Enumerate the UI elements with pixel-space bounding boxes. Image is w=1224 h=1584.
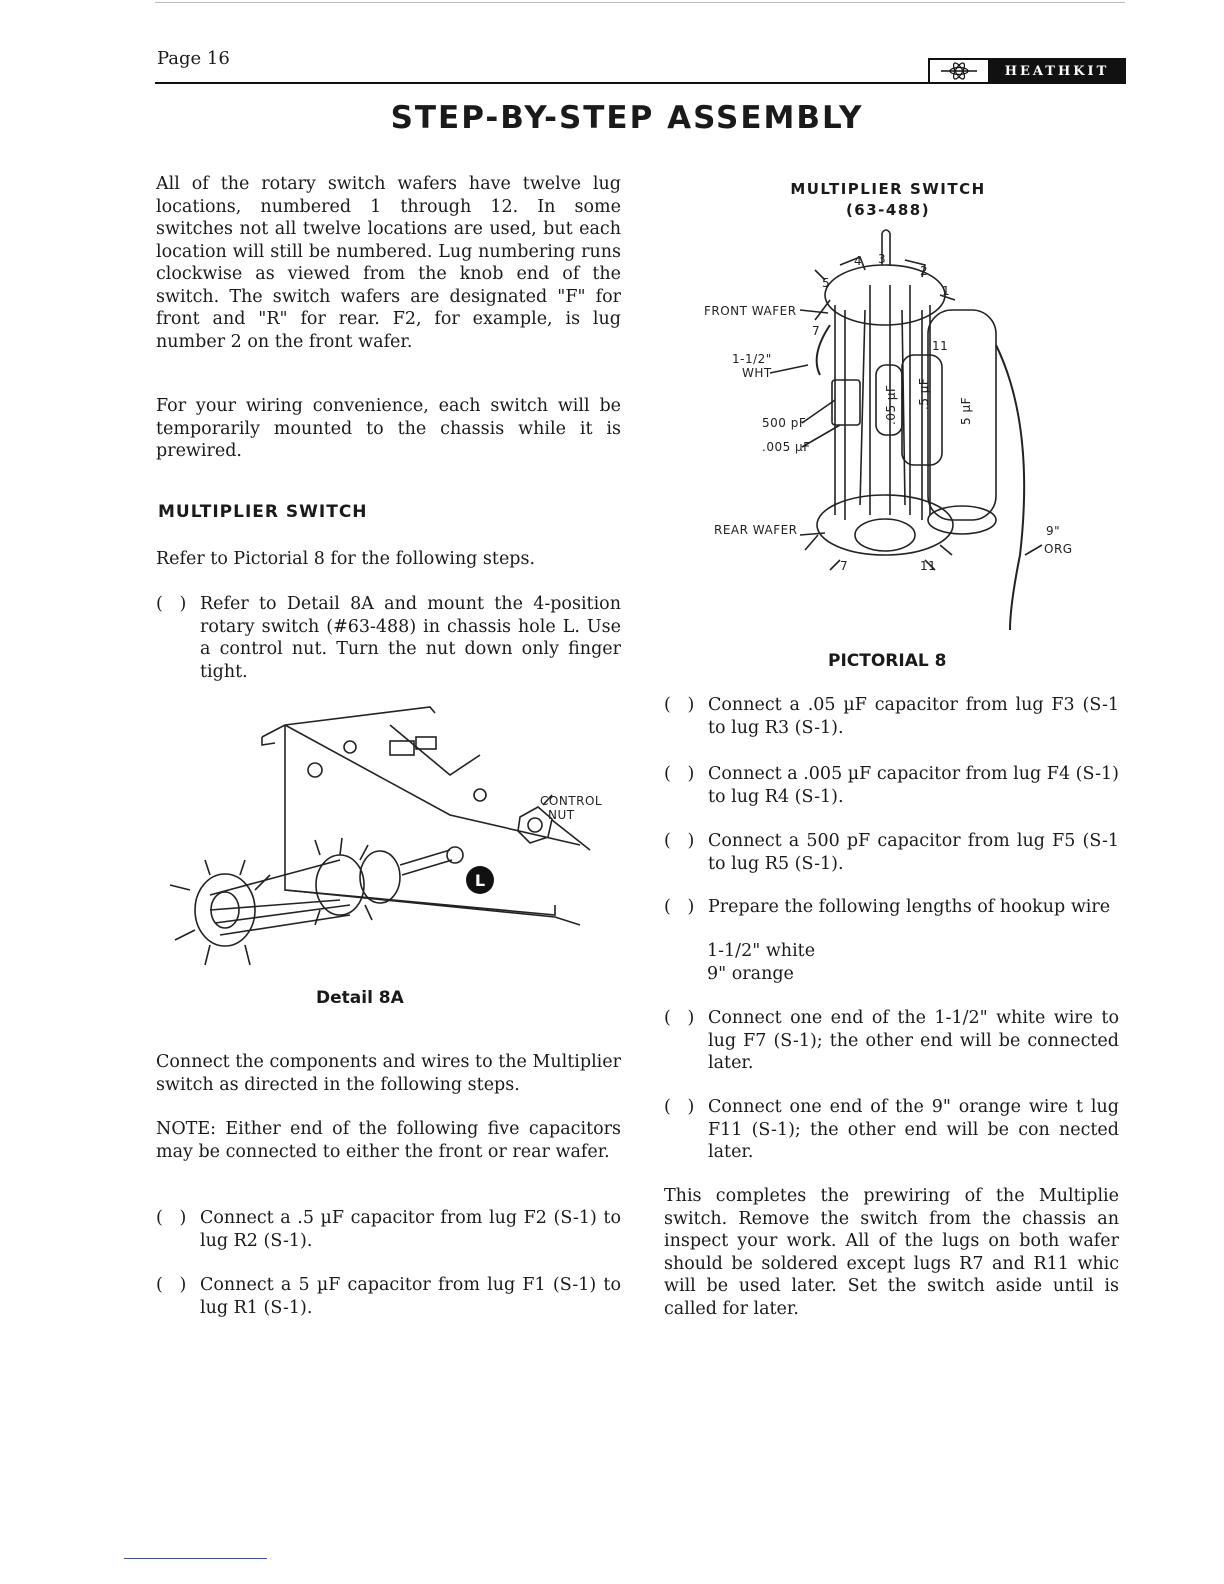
step-capacitor-f1	[156, 1274, 621, 1319]
rear-lug-label-11: 11	[920, 559, 937, 573]
rear-wafer-label: REAR WAFER	[714, 523, 798, 537]
control-label: CONTROL	[540, 794, 603, 808]
step-text: Refer to Detail 8A and mount the 4-position rotary switch (#63-488) in chassis hole L. Use a control nut. Turn the nut down only finger tight.	[200, 594, 621, 682]
step-prepare-wire	[664, 896, 1119, 919]
lug-label-2: 2	[920, 264, 929, 278]
lug-label-7: 7	[812, 324, 821, 338]
cap-05uf-marking: .05 µF	[884, 384, 898, 425]
brand-name: HEATHKIT	[988, 60, 1126, 82]
section-heading: MULTIPLIER SWITCH	[158, 502, 368, 522]
connect-paragraph: Connect the components and wires to the Multiplier switch as directed in the following steps.	[156, 1052, 621, 1095]
detail-8a-drawing	[150, 695, 630, 985]
step-text: Connect a 500 pF capacitor from lug F5 (S-1 to lug R5 (S-1).	[708, 831, 1119, 874]
figure-part-number: (63-488)	[845, 201, 931, 219]
step-white-wire	[664, 1007, 1119, 1075]
nut-label: NUT	[548, 808, 575, 822]
white-wire-label: WHT	[742, 366, 772, 380]
figure-title	[760, 179, 1016, 221]
heathkit-logo	[928, 58, 1126, 84]
lug-label-1: 1	[942, 284, 951, 298]
closing-paragraph: This completes the prewiring of the Multiplie switch. Remove the switch from the chassis an inspect your work. All of the lugs on both wafer should be soldered except lugs R7 and R11 whic will be used later. Set the switch aside until is called for later.	[664, 1186, 1119, 1319]
step-text: Connect one end of the 1-1/2" white wire to lug F7 (S-1); the other end will be connected later.	[708, 1008, 1119, 1073]
step-capacitor-f5	[664, 830, 1119, 875]
rear-lug-label-7: 7	[840, 559, 849, 573]
step-checkbox[interactable]: ( )	[664, 897, 695, 917]
header-rule	[155, 82, 930, 84]
figure-title-text: MULTIPLIER SWITCH	[790, 180, 986, 198]
step-text: Connect a 5 µF capacitor from lug F1 (S-1) to lug R1 (S-1).	[200, 1275, 621, 1318]
step-capacitor-f4	[664, 763, 1119, 808]
cap-5uf-big-marking: 5 µF	[959, 397, 973, 425]
cap-005uf-label: .005 µF	[762, 440, 811, 454]
refer-text: Refer to Pictorial 8 for the following steps.	[156, 549, 536, 569]
mounting-paragraph: For your wiring convenience, each switch will be temporarily mounted to the chassis while it is prewired.	[156, 396, 621, 461]
intro-paragraph: All of the rotary switch wafers have twelve lug locations, numbered 1 through 12. In some switches not all twelve locations are used, but each location will still be numbered. Lug numbering runs clockwise as viewed from the knob end of the switch. The switch wafers are designated "F" for front and "R" for rear. F2, for example, is lug number 2 on the front wafer.	[156, 174, 621, 352]
step-text: Connect a .5 µF capacitor from lug F2 (S-1) to lug R2 (S-1).	[200, 1208, 621, 1251]
step-capacitor-f2	[156, 1207, 621, 1252]
step-checkbox[interactable]: ( )	[664, 764, 695, 784]
step-checkbox[interactable]: ( )	[664, 695, 695, 715]
hole-l-label: L	[474, 871, 486, 890]
page-number: Page 16	[157, 48, 230, 69]
step-checkbox[interactable]: ( )	[156, 594, 187, 614]
bottom-link-underline	[124, 1558, 267, 1559]
cap-500pf-label: 500 pF	[762, 416, 807, 430]
wire-length-white: 1-1/2" white	[707, 941, 816, 961]
white-wire-length: 1-1/2"	[732, 352, 772, 366]
step-checkbox[interactable]: ( )	[664, 1097, 695, 1117]
step-capacitor-f3	[664, 694, 1119, 739]
cap-5uf-marking: .5 µF	[917, 377, 931, 410]
lug-label-3: 3	[878, 252, 887, 266]
orange-wire-length: 9"	[1046, 524, 1061, 538]
pictorial-caption: PICTORIAL 8	[828, 651, 947, 671]
step-checkbox[interactable]: ( )	[156, 1208, 187, 1228]
step-mount-switch	[156, 593, 621, 683]
lug-label-4: 4	[854, 254, 863, 268]
detail-caption: Detail 8A	[316, 988, 404, 1008]
step-checkbox[interactable]: ( )	[156, 1275, 187, 1295]
step-text: Prepare the following lengths of hookup wire	[708, 897, 1111, 917]
top-rule	[155, 2, 1125, 3]
step-checkbox[interactable]: ( )	[664, 1008, 695, 1028]
page-title: STEP-BY-STEP ASSEMBLY	[390, 100, 864, 136]
step-text: Connect a .005 µF capacitor from lug F4 (S-1) to lug R4 (S-1).	[708, 764, 1119, 807]
pictorial-8-drawing	[690, 225, 1110, 645]
step-checkbox[interactable]: ( )	[664, 831, 695, 851]
orange-wire-label: ORG	[1044, 542, 1073, 556]
lug-label-11: 11	[932, 339, 949, 353]
wire-length-orange: 9" orange	[707, 964, 794, 984]
atom-icon	[930, 60, 988, 82]
front-wafer-label: FRONT WAFER	[704, 304, 797, 318]
step-orange-wire	[664, 1096, 1119, 1164]
lug-label-5: 5	[822, 276, 831, 290]
step-text: Connect a .05 µF capacitor from lug F3 (S-1 to lug R3 (S-1).	[708, 695, 1119, 738]
note-paragraph: NOTE: Either end of the following five capacitors may be connected to either the front or rear wafer.	[156, 1119, 621, 1162]
step-text: Connect one end of the 9" orange wire t lug F11 (S-1); the other end will be con nected later.	[708, 1097, 1119, 1162]
